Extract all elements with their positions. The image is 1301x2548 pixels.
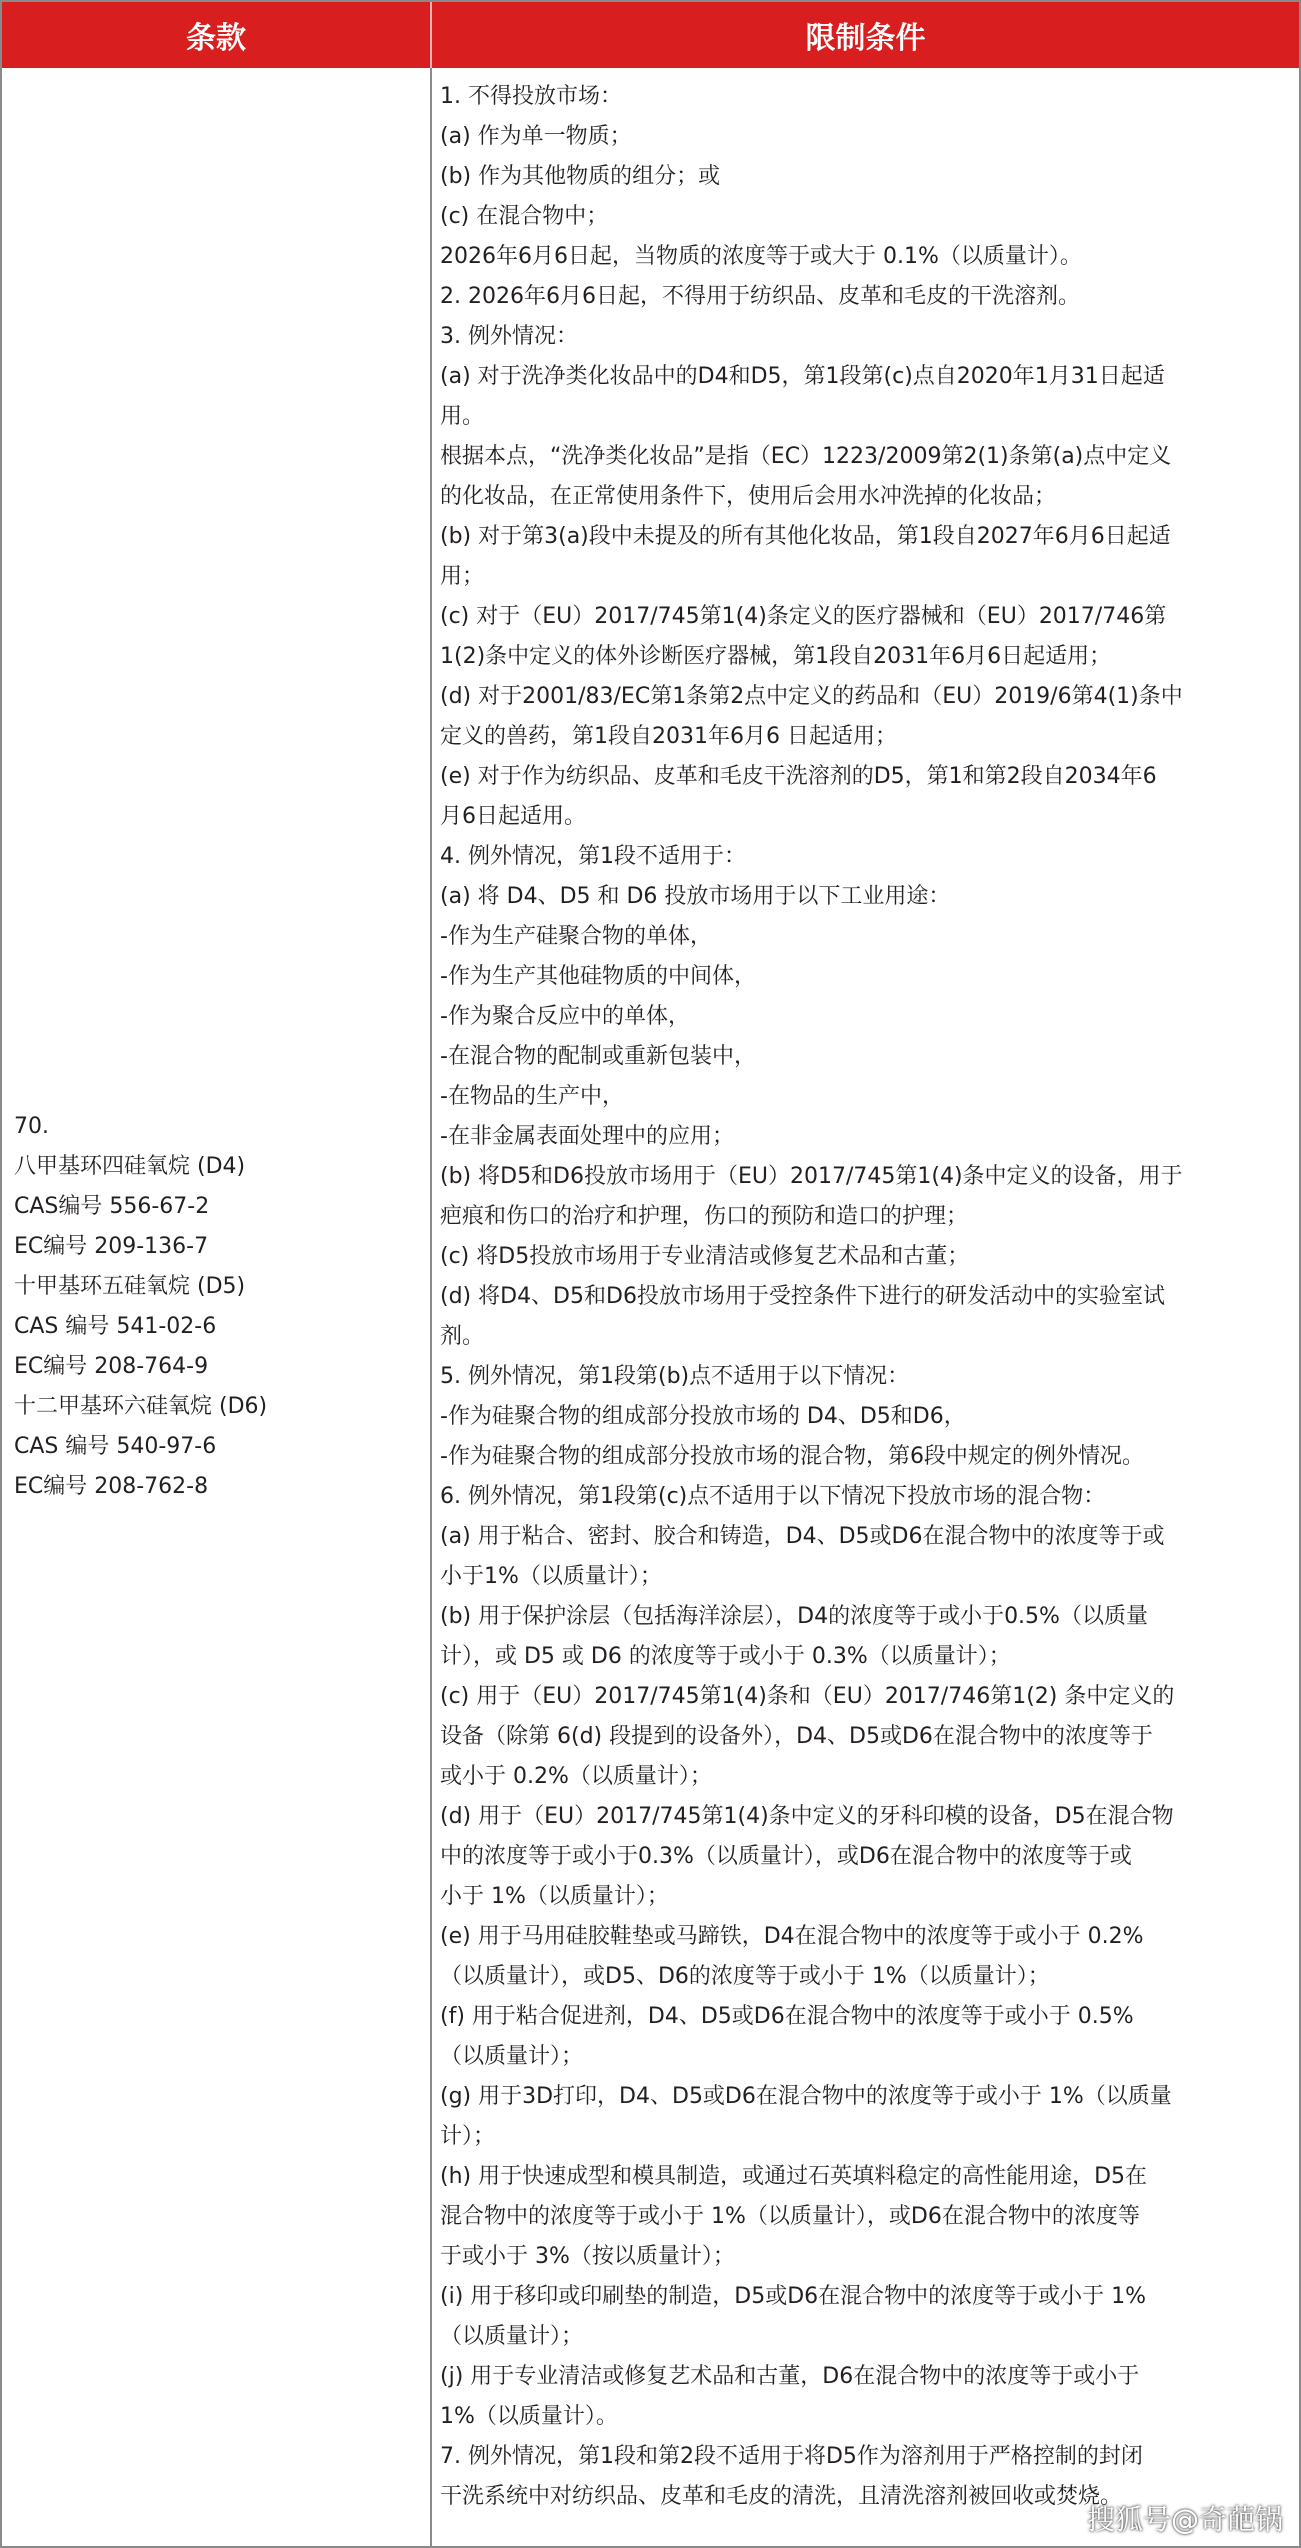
restriction-line: 计），或 D5 或 D6 的浓度等于或小于 0.3%（以质量计）； — [440, 1644, 1011, 1669]
restriction-line: (c) 用于（EU）2017/745第1(4)条和（EU）2017/746第1(2) 条中定义的 — [440, 1684, 1175, 1709]
restriction-line: -作为硅聚合物的组成部分投放市场的混合物，第6段中规定的例外情况。 — [440, 1444, 1144, 1469]
restriction-line: 剂。 — [440, 1324, 485, 1349]
restriction-line: (c) 将D5投放市场用于专业清洁或修复艺术品和古董； — [440, 1244, 970, 1269]
clause-line: CAS编号 556-67-2 — [14, 1194, 210, 1219]
restriction-line: (h) 用于快速成型和模具制造，或通过石英填料稳定的高性能用途，D5在 — [440, 2164, 1148, 2189]
restriction-line: 根据本点，“洗净类化妆品”是指（EC）1223/2009第2(1)条第(a)点中定义 — [440, 444, 1172, 469]
restriction-line: 定义的兽药，第1段自2031年6月6 日起适用； — [440, 724, 897, 749]
header-restriction: 限制条件 — [805, 21, 926, 56]
restriction-line: (j) 用于专业清洁或修复艺术品和古董，D6在混合物中的浓度等于或小于 — [440, 2364, 1140, 2389]
restriction-line: 小于1%（以质量计）； — [440, 1564, 662, 1589]
restriction-line: 3. 例外情况： — [440, 324, 578, 349]
clause-line: 八甲基环四硅氧烷 (D4) — [14, 1154, 246, 1179]
clause-line: EC编号 208-764-9 — [14, 1354, 209, 1379]
restriction-line: （以质量计）； — [440, 2324, 584, 2349]
restriction-line: -作为聚合反应中的单体， — [440, 1004, 690, 1029]
restriction-line: 或小于 0.2%（以质量计）； — [440, 1764, 712, 1789]
restriction-line: (f) 用于粘合促进剂，D4、D5或D6在混合物中的浓度等于或小于 0.5% — [440, 2004, 1134, 2029]
restriction-line: 用。 — [440, 404, 485, 429]
restriction-line: -在物品的生产中， — [440, 1084, 624, 1109]
restriction-line: 用； — [440, 564, 485, 589]
restriction-line: （以质量计），或D5、D6的浓度等于或小于 1%（以质量计）； — [440, 1964, 1050, 1989]
clause-line: EC编号 208-762-8 — [14, 1474, 209, 1499]
restriction-line: 混合物中的浓度等于或小于 1%（以质量计），或D6在混合物中的浓度等 — [440, 2204, 1140, 2229]
restriction-line: (a) 用于粘合、密封、胶合和铸造，D4、D5或D6在混合物中的浓度等于或 — [440, 1524, 1165, 1549]
clause-line: EC编号 209-136-7 — [14, 1234, 209, 1259]
restriction-line: 小于 1%（以质量计）； — [440, 1884, 669, 1909]
restriction-line: 的化妆品，在正常使用条件下，使用后会用水冲洗掉的化妆品； — [440, 484, 1057, 509]
restriction-line: 1(2)条中定义的体外诊断医疗器械，第1段自2031年6月6日起适用； — [440, 644, 1112, 669]
restriction-line: (a) 对于洗净类化妆品中的D4和D5，第1段第(c)点自2020年1月31日起适 — [440, 364, 1165, 389]
restriction-line: (d) 对于2001/83/EC第1条第2点中定义的药品和（EU）2019/6第4(1)条中 — [440, 684, 1183, 709]
restriction-line: 设备（除第 6(d) 段提到的设备外），D4、D5或D6在混合物中的浓度等于 — [440, 1724, 1153, 1749]
restriction-line: 5. 例外情况，第1段第(b)点不适用于以下情况： — [440, 1364, 910, 1389]
restriction-cell — [432, 68, 1299, 2546]
clause-line: CAS 编号 541-02-6 — [14, 1314, 217, 1339]
restriction-line: -在混合物的配制或重新包装中， — [440, 1044, 756, 1069]
restriction-line: (c) 对于（EU）2017/745第1(4)条定义的医疗器械和（EU）2017/746第 — [440, 604, 1167, 629]
restriction-line: 计）； — [440, 2124, 496, 2149]
clause-line: 十甲基环五硅氧烷 (D5) — [14, 1274, 246, 1299]
restriction-line: -作为硅聚合物的组成部分投放市场的 D4、D5和D6， — [440, 1404, 966, 1429]
restriction-line: （以质量计）； — [440, 2044, 584, 2069]
restriction-line: 1%（以质量计）。 — [440, 2404, 618, 2429]
restriction-line: (g) 用于3D打印，D4、D5或D6在混合物中的浓度等于或小于 1%（以质量 — [440, 2084, 1172, 2109]
restriction-line: 1. 不得投放市场： — [440, 84, 622, 109]
restriction-line: 7. 例外情况，第1段和第2段不适用于将D5作为溶剂用于严格控制的封闭 — [440, 2444, 1143, 2469]
table-row — [2, 68, 1299, 2546]
restriction-line: (e) 对于作为纺织品、皮革和毛皮干洗溶剂的D5，第1和第2段自2034年6 — [440, 764, 1157, 789]
header-clause: 条款 — [2, 2, 432, 68]
restriction-line: (a) 将 D4、D5 和 D6 投放市场用于以下工业用途： — [440, 884, 951, 909]
restriction-line: 2. 2026年6月6日起，不得用于纺织品、皮革和毛皮的干洗溶剂。 — [440, 284, 1080, 309]
restriction-line: (c) 在混合物中； — [440, 204, 609, 229]
restriction-line: -在非金属表面处理中的应用； — [440, 1124, 734, 1149]
clause-line: 70. — [14, 1114, 49, 1139]
restriction-line: -作为生产硅聚合物的单体， — [440, 924, 712, 949]
restriction-line: 月6日起适用。 — [440, 804, 586, 829]
restriction-line: 疤痕和伤口的治疗和护理，伤口的预防和造口的护理； — [440, 1204, 969, 1229]
restriction-line: (b) 用于保护涂层（包括海洋涂层），D4的浓度等于或小于0.5%（以质量 — [440, 1604, 1148, 1629]
restriction-line: 中的浓度等于或小于0.3%（以质量计），或D6在混合物中的浓度等于或 — [440, 1844, 1132, 1869]
watermark: 搜狐号@奇葩锅 — [1086, 2503, 1283, 2536]
table-header — [2, 2, 1299, 68]
restriction-line: 6. 例外情况，第1段第(c)点不适用于以下情况下投放市场的混合物： — [440, 1484, 1106, 1509]
restriction-line: (a) 作为单一物质； — [440, 124, 632, 149]
restriction-line: (e) 用于马用硅胶鞋垫或马蹄铁，D4在混合物中的浓度等于或小于 0.2% — [440, 1924, 1144, 1949]
restriction-line: 干洗系统中对纺织品、皮革和毛皮的清洗，且清洗溶剂被回收或焚烧。 — [440, 2484, 1123, 2509]
restriction-line: 于或小于 3%（按以质量计）； — [440, 2244, 735, 2269]
restriction-line: -作为生产其他硅物质的中间体， — [440, 964, 756, 989]
restriction-line: (b) 作为其他物质的组分；或 — [440, 164, 721, 189]
restriction-line: (d) 用于（EU）2017/745第1(4)条中定义的牙科印模的设备，D5在混合物 — [440, 1804, 1174, 1829]
clause-cell — [2, 68, 432, 2546]
clause-line: CAS 编号 540-97-6 — [14, 1434, 217, 1459]
restriction-line: (i) 用于移印或印刷垫的制造，D5或D6在混合物中的浓度等于或小于 1% — [440, 2284, 1147, 2309]
restriction-line: 2026年6月6日起，当物质的浓度等于或大于 0.1%（以质量计）。 — [440, 244, 1082, 269]
clause-line: 十二甲基环六硅氧烷 (D6) — [14, 1394, 268, 1419]
restriction-line: (b) 对于第3(a)段中未提及的所有其他化妆品，第1段自2027年6月6日起适 — [440, 524, 1171, 549]
restriction-line: (b) 将D5和D6投放市场用于（EU）2017/745第1(4)条中定义的设备，用于 — [440, 1164, 1183, 1189]
restriction-line: 4. 例外情况，第1段不适用于： — [440, 844, 746, 869]
restriction-line: (d) 将D4、D5和D6投放市场用于受控条件下进行的研发活动中的实验室试 — [440, 1284, 1165, 1309]
